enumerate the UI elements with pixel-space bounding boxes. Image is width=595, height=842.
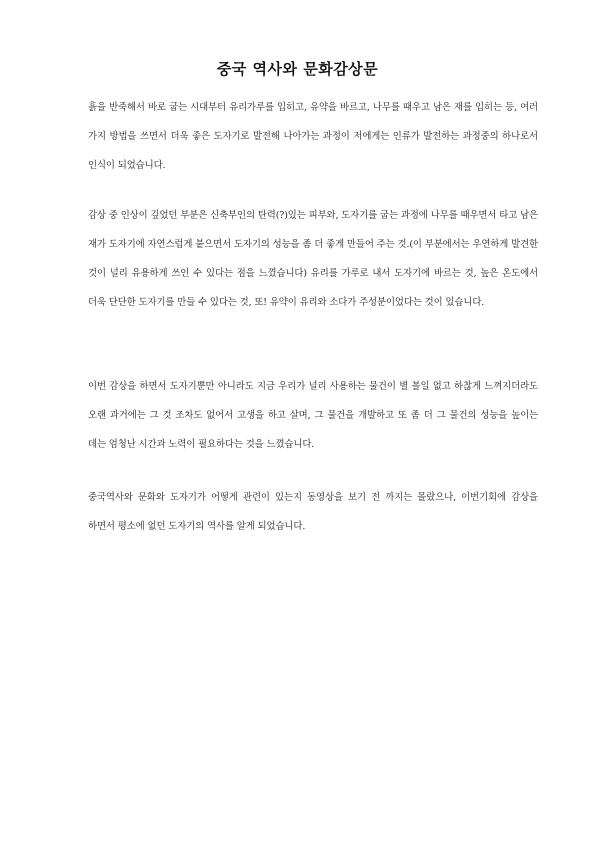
page-title: 중국 역사와 문화감상문 <box>216 60 379 78</box>
paragraph-3: 이번 감상을 하면서 도자기뿐만 아니라도 지금 우리가 널리 사용하는 물건이 별 볼일 없고 하찮게 느껴지더라도 오랜 과거에는 그 것 조차도 없어서 고생을 하고 살며, 그 물건을 개발하고 또 좀 더 그 물건의 성능을 높이는 데는 엄청난 시간과 노력이 필요하다는 것을 느꼈습니다. <box>88 381 538 450</box>
paragraph-1: 흙을 반죽해서 바로 굽는 시대부터 유리가루를 입히고, 유약을 바르고, 나무를 때우고 남은 재를 입히는 등, 여러 가지 방법을 쓰면서 더욱 좋은 도자기로 발전해 나아가는 과정이 저에게는 인류가 발전하는 과정중의 하나로서 인식이 되었습니다. <box>88 102 538 171</box>
paragraph-2: 감상 중 인상이 깊었던 부분은 신축부인의 탄력(?)있는 피부와, 도자기를 굽는 과정에 나무를 때우면서 타고 남은 재가 도자기에 자연스럽게 붙으면서 도자기의 성능을 좀 더 좋게 만들어 주는 것.(이 부분에서는 우연하게 발견한 것이 널리 유용하게 쓰인 수 있다는 점을 느꼈습니다) 유리를 가루로 내서 도자기에 바르는 것, 높은 온도에서 더욱 단단한 도자기를 만들 수 있다는 것, 또! 유약이 유리와 소다가 주성분이었다는 것이 있습니다. <box>88 210 538 308</box>
paragraph-4: 중국역사와 문화와 도자기가 어떻게 관련이 있는지 동영상을 보기 전 까지는 몰랐으나, 이번기회에 감상을 하면서 평소에 없던 도자기의 역사를 알게 되었습니다. <box>88 492 538 532</box>
